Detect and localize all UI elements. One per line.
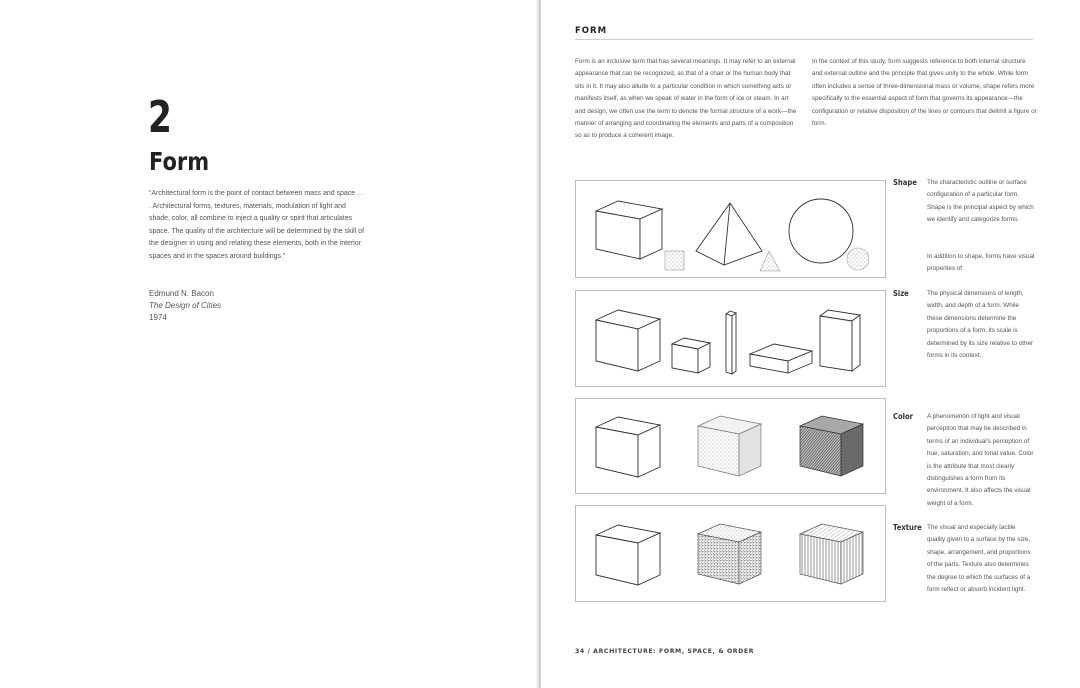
cube-outline-icon xyxy=(596,201,662,259)
attribution-author: Edmund N. Bacon xyxy=(149,289,214,298)
chapter-title: Form xyxy=(149,147,210,176)
attribution-book: The Design of Cities xyxy=(149,301,222,310)
pyramid-icon xyxy=(696,203,762,265)
circle-outline-icon xyxy=(789,199,853,263)
small-triangle-icon xyxy=(760,251,780,271)
white-cube-icon xyxy=(596,417,660,477)
attribution-year: 1974 xyxy=(149,313,167,322)
section-divider xyxy=(575,39,1033,40)
definition-texture: The visual and especially tactile quality given to a surface by the size, shape, arrangement, and proportions of the parts. Texture also determines the degree to which the surfaces of a form reflect or absorb incident light. xyxy=(927,524,1031,594)
tall-prism-icon xyxy=(726,311,736,374)
definition-shape: The characteristic outline or surface configuration of a particular form. Shape is the principal aspect by which we identify and categorize forms. xyxy=(927,179,1034,224)
large-cube-icon xyxy=(596,310,660,371)
term-color: Color xyxy=(893,412,914,421)
thin-panel-icon xyxy=(820,310,860,371)
flat-slab-icon xyxy=(750,344,812,373)
page-folio: 34 / ARCHITECTURE: FORM, SPACE, & ORDER xyxy=(575,648,755,655)
dark-shaded-cube-icon xyxy=(800,416,863,476)
smooth-cube-icon xyxy=(596,525,660,585)
definition-size: The physical dimensions of length, width, and depth of a form. While these dimensions determine the proportions of a form, its scale is determined by its size relative to other forms in its context. xyxy=(927,290,1034,360)
stippled-cube-icon xyxy=(698,524,761,584)
quote-attribution xyxy=(149,288,221,324)
light-shaded-cube-icon xyxy=(698,416,761,476)
size-illustration xyxy=(575,290,886,387)
definition-color: A phenomenon of light and visual perception that may be described in terms of an individual’s perception of hue, saturation, and tonal value. Color is the attribute that most clearly distinguishes a form from its environment. It also affects the visual weight of a form. xyxy=(927,413,1034,507)
intro-paragraph-1: Form is an inclusive term that has several meanings. It may refer to an external appearance that can be recognized, as that of a chair or the human body that sits in it. It may also allude to a particular condition in which something acts or manifests itself, as when we speak of water in the form of ice or steam. In art and design, we often use the term to denote the formal structure of a work—the manner of arranging and coordinating the elements and parts of a composition so as to produce a coherent image. xyxy=(575,58,797,140)
small-circle-icon xyxy=(847,248,869,270)
chapter-number: 2 xyxy=(148,92,172,143)
term-shape: Shape xyxy=(893,178,917,187)
section-title: FORM xyxy=(575,26,608,36)
small-cube-icon xyxy=(672,338,710,373)
left-page xyxy=(0,0,538,688)
striated-cube-icon xyxy=(800,524,863,584)
properties-note: In addition to shape, forms have visual properties of: xyxy=(927,253,1035,273)
intro-paragraph-2: In the context of this study, form suggests reference to both internal structure and external outline and the principle that gives unity to the whole. While form often includes a sense of three-dimensional mass or volume, shape refers more specifically to the essential aspect of form that governs its appearance—the configuration or relative disposition of the lines or contours that delimit a figure or form. xyxy=(812,58,1037,128)
epigraph-quote: “Architectural form is the point of contact between mass and space . . . Architectural forms, textures, materials, modulation of light and shade, color, all combine to inject a quality or spirit that articulates space. The quality of the architecture will be determined by the skill of the designer in using and relating these elements, both in the interior spaces and in the spaces around buildings.” xyxy=(149,188,365,260)
term-texture: Texture xyxy=(893,523,922,532)
color-illustration xyxy=(575,398,886,494)
shape-illustration xyxy=(575,180,886,278)
texture-illustration xyxy=(575,505,886,602)
small-square-icon xyxy=(665,251,684,270)
term-size: Size xyxy=(893,289,909,298)
